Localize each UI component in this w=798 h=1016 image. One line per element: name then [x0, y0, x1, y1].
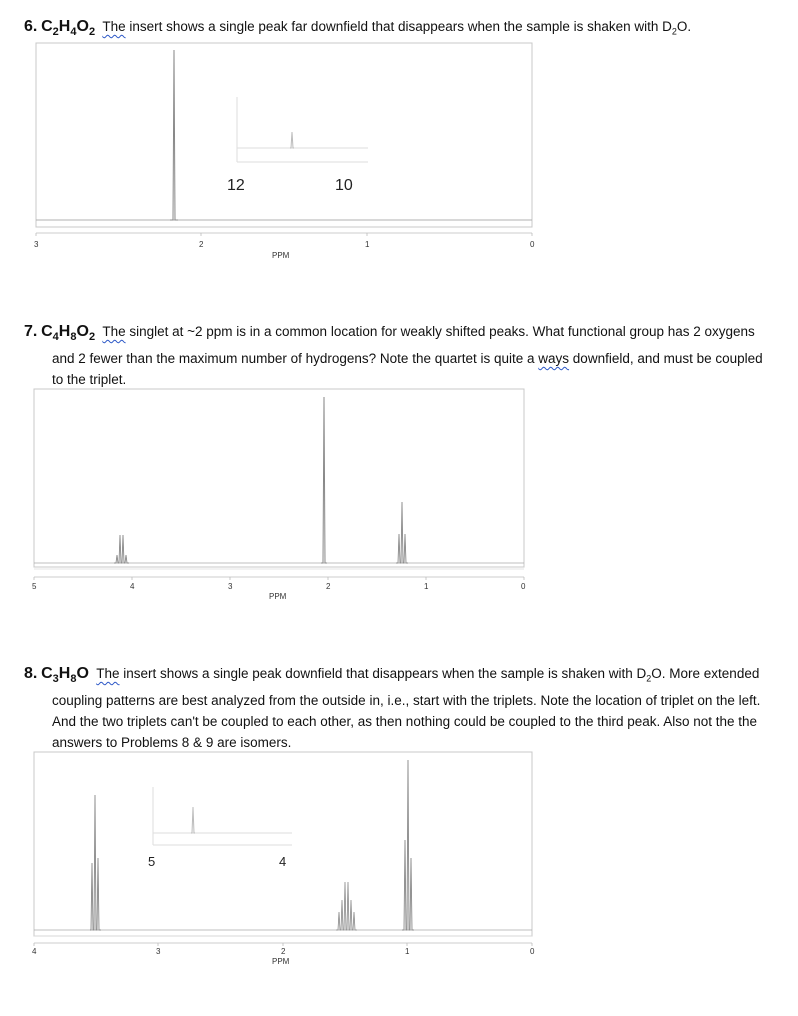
singlet-peak [170, 50, 178, 220]
triplet-peak [402, 760, 414, 930]
problem-8-text: 8. $C_3H_8O$ The insert shows a single peak downfield that disappears when the sample is shaken with $D_2O$. More extended coupling patterns are best analyzed from the outside in, i.e., start with the triplets. Note the location of triplet on the left. And the two triplets can't be coupled to each other, as then nothing could be coupled to the third peak. Also not the the answers to Problems 8 & 9 are isomers. [24, 665, 761, 751]
problem-7-text: 7. $C_4H_8O_2$ The singlet at ~2 ppm is in a common location for weakly shifted peaks. What functional group has 2 oxygens and 2 fewer than the maximum number of hydrogens? Note the quartet is quite a ways downfield, and must be coupled to the triplet. [24, 323, 763, 388]
spellcheck-word[interactable]: The [102, 324, 126, 339]
inset-tick-label: 4 [279, 854, 287, 869]
axis-label: PPM [269, 592, 287, 601]
tick-label: 4 [32, 947, 37, 956]
tick-label: 2 [199, 240, 204, 249]
spellcheck-word[interactable]: The [102, 19, 126, 34]
tick-label: 1 [405, 947, 410, 956]
tick-label: 5 [32, 582, 37, 591]
spellcheck-word[interactable]: ways [538, 351, 570, 367]
nmr-spectrum-6 [28, 40, 548, 265]
problem-number: 8. [24, 665, 38, 682]
axis-label: PPM [272, 251, 290, 260]
singlet-peak [321, 397, 327, 563]
quartet-peak [114, 535, 129, 563]
axis-label: PPM [272, 957, 290, 966]
problem-6-text: 6. $C_2H_4O_2$ The insert shows a single peak far downfield that disappears when the sample is shaken with $D_2O$. [24, 18, 692, 39]
tick-label: 2 [326, 582, 331, 591]
problem-number: 6. [24, 18, 38, 35]
triplet-peak [90, 795, 101, 930]
problem-number: 7. [24, 323, 38, 340]
tick-label: 1 [424, 582, 429, 591]
nmr-spectrum-8 [28, 750, 548, 975]
tick-label: 4 [130, 582, 135, 591]
tick-label: 3 [156, 947, 161, 956]
molecular-formula: $C_2H_4O_2$ [41, 18, 96, 39]
nmr-spectrum-7 [28, 387, 538, 607]
inset-tick-label: 12 [227, 177, 245, 194]
tick-label: 2 [281, 947, 286, 956]
tick-label: 0 [530, 240, 535, 249]
tick-label: 3 [228, 582, 233, 591]
problem-8 [24, 663, 774, 753]
molecular-formula: $C_4H_8O_2$ [41, 323, 96, 344]
tick-label: 1 [365, 240, 370, 249]
inset-plot [148, 787, 292, 869]
inset-plot [227, 97, 368, 194]
inset-tick-label: 10 [335, 177, 353, 194]
tick-label: 0 [530, 947, 535, 956]
multiplet-peak [336, 882, 357, 930]
inset-tick-label: 5 [148, 854, 156, 869]
molecular-formula: $C_3H_8O$ [41, 665, 89, 686]
problem-7 [24, 321, 774, 390]
tick-label: 0 [521, 582, 526, 591]
spellcheck-word[interactable]: The [96, 666, 120, 681]
triplet-peak [396, 502, 408, 563]
tick-label: 3 [34, 240, 39, 249]
